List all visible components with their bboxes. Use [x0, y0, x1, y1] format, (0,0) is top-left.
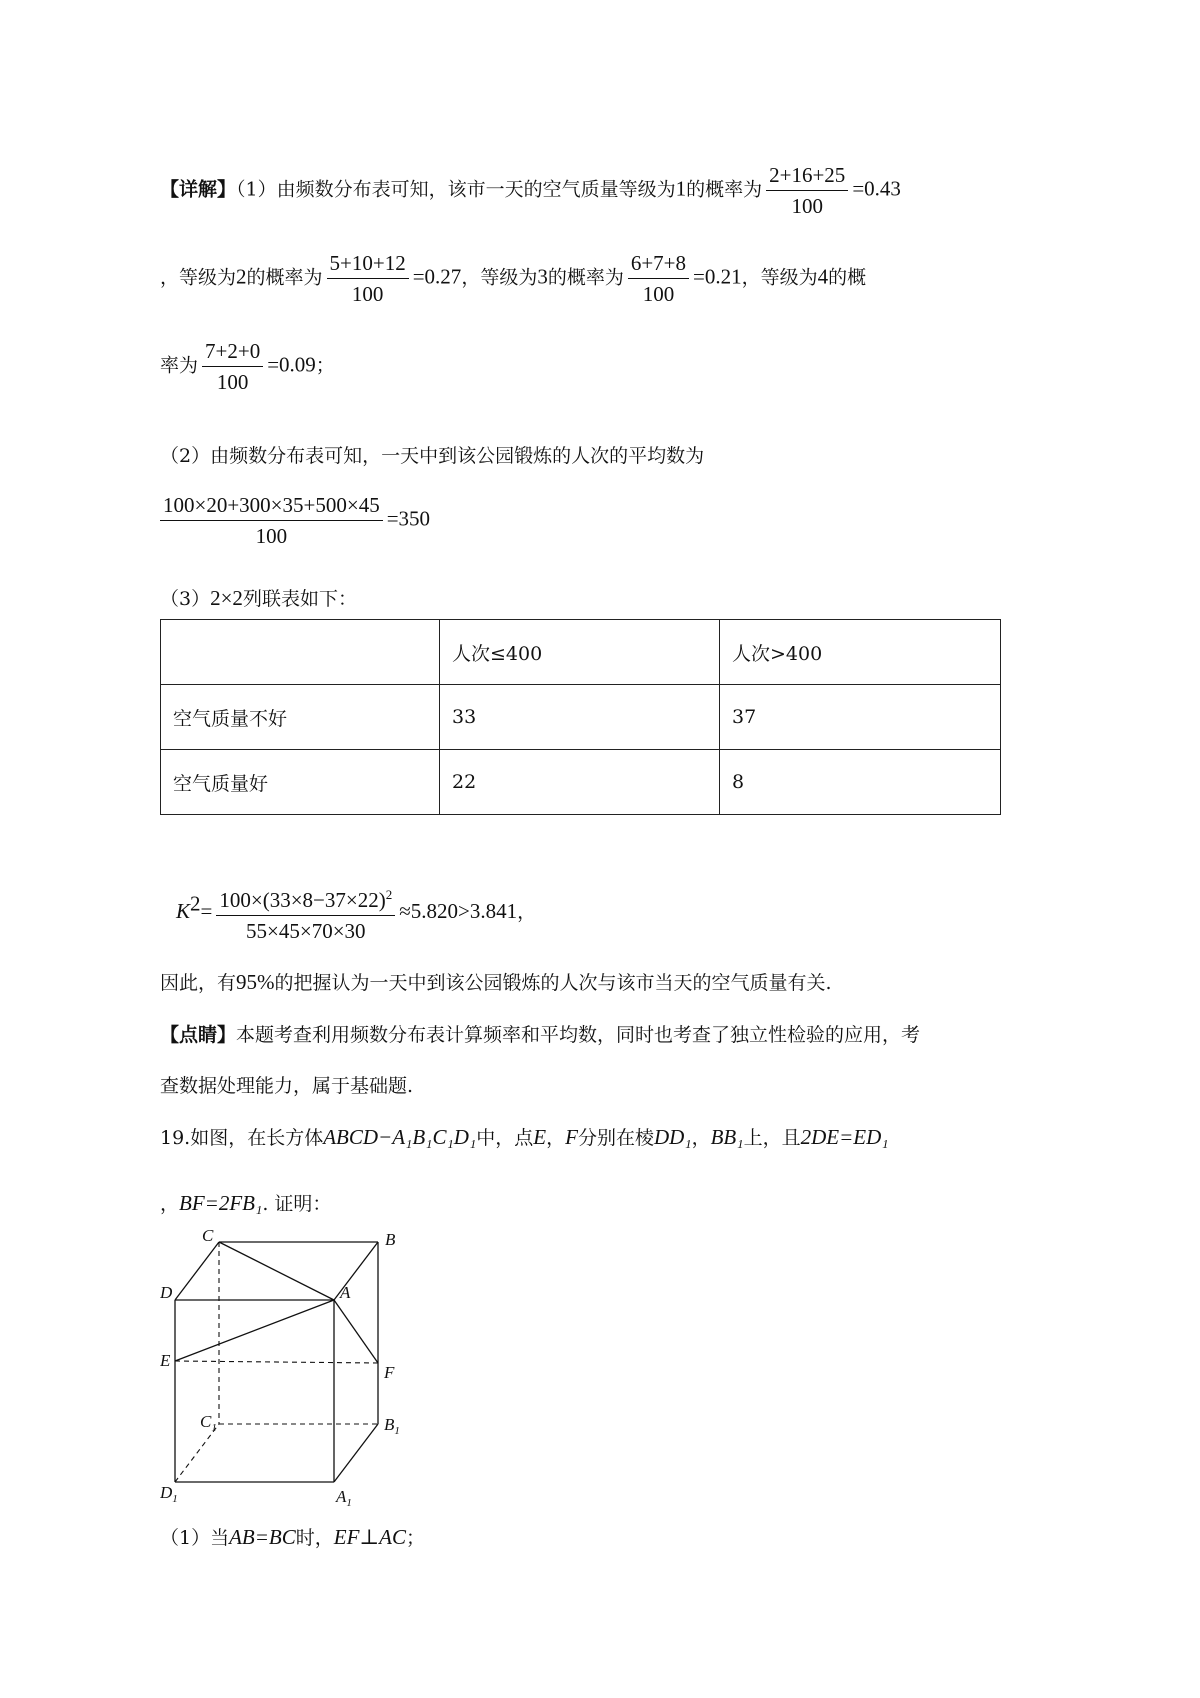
segment-EA — [175, 1300, 334, 1361]
l2-d: 的概率为 — [547, 266, 624, 289]
l2-b: 的概率为 — [246, 266, 323, 289]
edge-DC — [175, 1242, 219, 1300]
table-header-cell: 人次>400 — [720, 620, 1001, 685]
p19-cond2: BF=2FB₁ — [179, 1191, 263, 1215]
detail-line-1 — [160, 160, 901, 221]
fraction-level3 — [628, 248, 689, 309]
segment-AF — [334, 1300, 378, 1363]
fraction-result: =350 — [386, 506, 431, 531]
p19-a: 中，点 — [476, 1127, 534, 1149]
level-3: 3 — [537, 264, 548, 289]
comment-text: 本题考查利用频数分布表计算频率和平均数，同时也考查了独立性检验的应用，考 — [236, 1024, 921, 1046]
q1-cond: AB=BC — [229, 1525, 296, 1549]
p1-mid: 的概率为 — [686, 178, 763, 201]
label-D1 — [160, 1483, 178, 1505]
k2-formula — [176, 880, 536, 946]
fraction-num: 6+7+8 — [628, 248, 689, 279]
l2-e: ，等级为 — [741, 266, 818, 289]
l2-f: 的概 — [828, 266, 867, 289]
label-C1-main: C — [200, 1412, 212, 1431]
problem19-line-1 — [160, 1123, 889, 1150]
level-4: 4 — [817, 264, 829, 289]
problem19-line-2 — [160, 1189, 331, 1216]
fraction-den: 100 — [255, 524, 288, 548]
l3-a: 率为 — [160, 354, 199, 377]
fraction-num — [216, 880, 395, 916]
q1-a: （1）当 — [160, 1527, 230, 1549]
label-C1 — [200, 1412, 217, 1434]
p19-e: E — [533, 1125, 547, 1149]
q1-claim: EF⊥AC — [333, 1525, 407, 1549]
fraction-num: 7+2+0 — [202, 336, 263, 367]
table-cell: 8 — [720, 750, 1001, 815]
p19-cond1: 2DE=ED₁ — [800, 1125, 889, 1149]
p3-label: （3） — [160, 588, 211, 610]
fraction-result: =0.27 — [412, 264, 462, 289]
conclusion-a: 因此，有 — [160, 972, 237, 994]
label-B1-main: B — [384, 1415, 395, 1434]
fraction-den: 100 — [351, 282, 384, 306]
label-D: D — [160, 1283, 173, 1302]
fraction-result: =0.09 — [267, 352, 316, 377]
label-D1-main: D — [160, 1483, 173, 1502]
conclusion — [160, 968, 832, 995]
fraction-level4 — [202, 336, 263, 397]
p3-rest: 列联表如下： — [242, 588, 357, 610]
fraction-level2 — [327, 248, 409, 309]
l2-c: ，等级为 — [461, 266, 538, 289]
label-A: A — [340, 1283, 351, 1302]
question-1 — [160, 1523, 425, 1550]
table-header-cell: 人次≤400 — [440, 620, 720, 685]
segment-CA — [219, 1242, 334, 1300]
fraction-k2 — [216, 880, 395, 946]
label-A1-main: A — [336, 1487, 347, 1506]
q1-end: ； — [406, 1527, 426, 1549]
label-B1 — [384, 1415, 400, 1437]
mean-formula — [156, 490, 430, 551]
fraction-num: 2+16+25 — [766, 160, 848, 191]
p19-l2a: ， — [160, 1193, 180, 1215]
comment-line-1 — [160, 1020, 920, 1047]
q1-b: 时， — [295, 1527, 334, 1549]
label-A1 — [335, 1487, 352, 1509]
label-D1-sub: 1 — [172, 1493, 178, 1505]
fraction-num: 5+10+12 — [327, 248, 409, 279]
fraction-den: 100 — [216, 370, 249, 394]
conclusion-b: 的把握认为一天中到该公园锻炼的人次与该市当天的空气质量有关. — [274, 972, 832, 994]
fraction-den: 55×45×70×30 — [246, 919, 366, 943]
fraction-level1 — [766, 160, 848, 221]
k2-num-a: 100× — [219, 888, 263, 912]
comment-line-2: 查数据处理能力，属于基础题. — [160, 1075, 414, 1097]
l2-a: ，等级为 — [160, 266, 237, 289]
p1-intro: （1）由频数分布表可知，该市一天的空气质量等级为 — [236, 178, 676, 201]
label-C1-sub: 1 — [211, 1422, 217, 1434]
k2-num-b: (33×8−37×22) — [262, 888, 386, 912]
fraction-mean — [160, 490, 383, 551]
k2-end: ， — [517, 901, 537, 923]
detail-line-3 — [160, 336, 335, 397]
detail-tag: 【详解】 — [160, 178, 237, 201]
label-B1-sub: 1 — [394, 1425, 400, 1437]
p19-c: 分别在棱 — [577, 1127, 654, 1149]
p3-intro — [160, 584, 357, 611]
p3-dim: 2×2 — [210, 586, 243, 610]
table-cell: 空气质量好 — [161, 750, 440, 815]
table-header-cell — [161, 620, 440, 685]
label-F: F — [384, 1363, 395, 1382]
label-A1-sub: 1 — [346, 1497, 352, 1509]
p19-e2: 上，且 — [743, 1127, 801, 1149]
comment-tag: 【点睛】 — [160, 1024, 237, 1046]
cuboid-figure — [160, 1230, 420, 1510]
p19-prefix: 19.如图，在长方体 — [160, 1127, 324, 1149]
label-B: B — [385, 1230, 396, 1249]
p19-solid: ABCD−A₁B₁C₁D₁ — [323, 1125, 477, 1149]
p19-b: ， — [546, 1127, 566, 1149]
label-C: C — [202, 1230, 214, 1245]
detail-line-2 — [160, 248, 866, 309]
table-cell: 37 — [720, 685, 1001, 750]
edge-A1B1 — [334, 1424, 378, 1482]
fraction-den: 100 — [791, 194, 823, 218]
table-row — [161, 750, 1001, 815]
fraction-num: 100×20+300×35+500×45 — [160, 490, 383, 521]
k2-lhs: K — [176, 899, 191, 923]
table-header-row — [161, 620, 1001, 685]
table-cell: 22 — [440, 750, 720, 815]
fraction-den: 100 — [642, 282, 675, 306]
l3-end: ； — [315, 354, 335, 377]
p19-bb1: BB₁ — [710, 1125, 744, 1149]
p19-d: ， — [691, 1127, 711, 1149]
level-2: 2 — [236, 264, 247, 289]
level-1: 1 — [675, 176, 687, 201]
p2-intro: （2）由频数分布表可知，一天中到该公园锻炼的人次的平均数为 — [160, 445, 705, 467]
k2-result: ≈5.820>3.841 — [399, 899, 518, 923]
fraction-result: =0.43 — [852, 176, 901, 201]
k2-sup: 2 — [190, 891, 201, 916]
conclusion-pct: 95% — [236, 970, 275, 994]
fraction-result: =0.21 — [693, 264, 742, 289]
p19-dd1: DD₁ — [653, 1125, 692, 1149]
p19-l2b: . 证明： — [262, 1193, 332, 1215]
table-cell: 空气质量不好 — [161, 685, 440, 750]
label-E: E — [160, 1351, 171, 1370]
p19-f: F — [565, 1125, 578, 1149]
k2-num-sup: 2 — [385, 887, 393, 902]
table-cell: 33 — [440, 685, 720, 750]
contingency-table — [160, 619, 1001, 815]
k2-eq: = — [200, 899, 213, 923]
table-row — [161, 685, 1001, 750]
segment-EF-hidden — [175, 1361, 378, 1363]
